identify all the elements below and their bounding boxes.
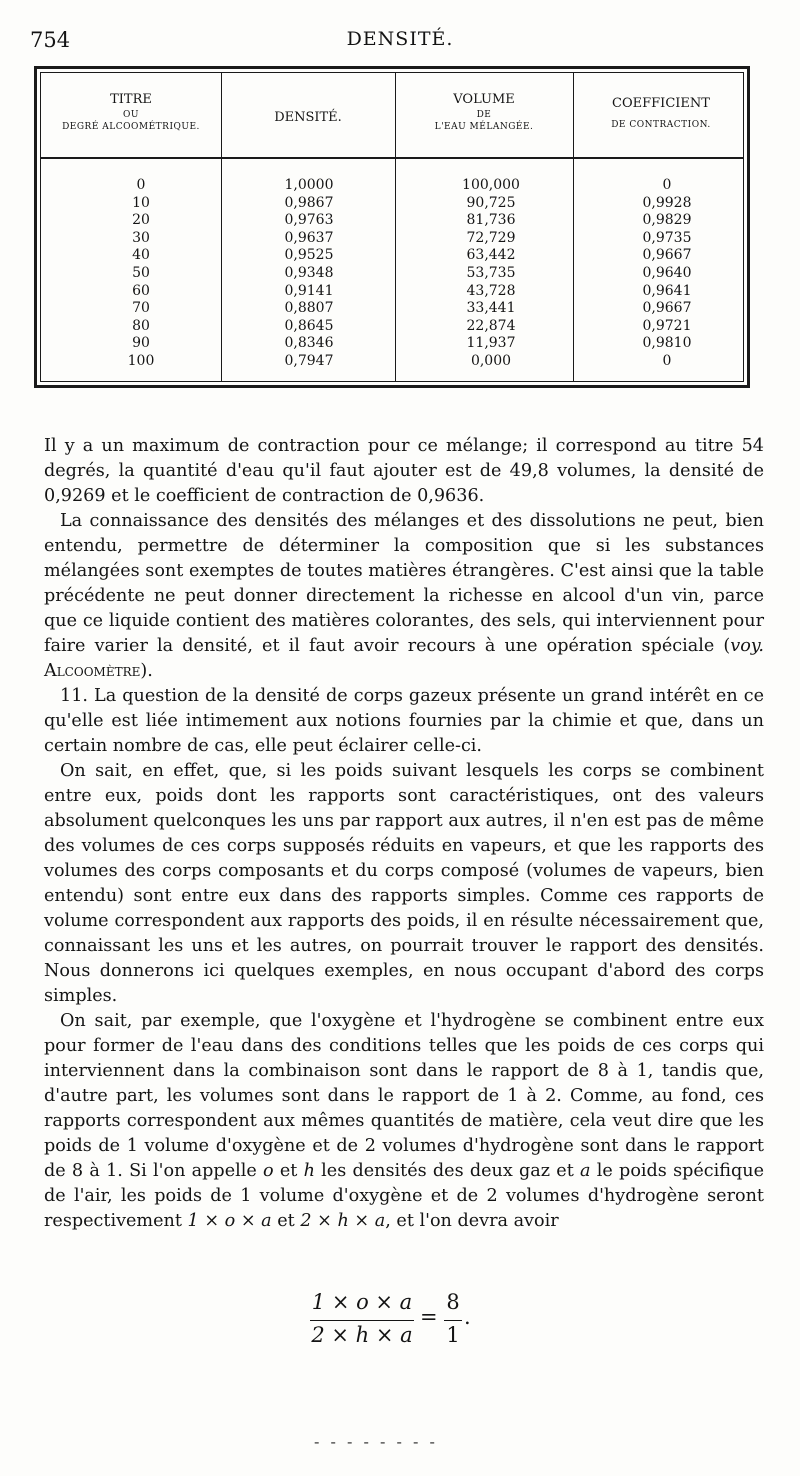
table-cell-coefficient: 0,9735 xyxy=(642,229,692,246)
table-cell-coefficient: 0,9928 xyxy=(642,194,692,211)
table-cell-titre: 80 xyxy=(132,317,150,334)
table-cell-coefficient: 0,9667 xyxy=(642,247,692,264)
paragraph: On sait, en effet, que, si les poids suivant lesquels les corps se combinent entre eux, poids dont les rapports sont caractéristiques, ont des valeurs absolument quelconques les uns par rapport aux autres, il n'en est pas de même des volumes de ces corps supposés réduits en vapeurs, et que les rapports des volumes des corps composants et du corps composé (volumes de vapeurs, bien entendu) sont entre eux dans des rapports simples. Comme ces rapports de volume correspondent aux rapports des poids, il en résulte nécessairement que, connaissant les uns et les autres, on pourrait trouver le rapport des densités. Nous donnerons ici quelques exemples, en nous occupant d'abord des corps simples. xyxy=(44,761,764,1006)
table-cell-densite: 0,8807 xyxy=(284,300,334,317)
table-cell-volume: 63,442 xyxy=(466,247,516,264)
table-cell-volume: 0,000 xyxy=(470,352,512,369)
header-volume: VOLUME DE L'EAU MÉLANGÉE. xyxy=(434,92,534,132)
table-cell-coefficient: 0 xyxy=(662,352,672,369)
header-densite: DENSITÉ. xyxy=(274,110,342,125)
table-cell-densite: 0,9637 xyxy=(284,229,334,246)
table-cell-volume: 81,736 xyxy=(466,212,516,229)
table-cell-titre: 0 xyxy=(136,177,146,193)
table-cell-densite: 0,9141 xyxy=(284,282,334,299)
cross-reference: Alcoomètre xyxy=(44,661,141,681)
table-cell-volume: 43,728 xyxy=(466,282,516,299)
page-end-dashes: - - - - - - - - xyxy=(314,1432,438,1451)
table-cell-titre: 50 xyxy=(132,264,150,281)
running-head xyxy=(30,28,770,58)
paragraph: Il y a un maximum de contraction pour ce mélange; il correspond au titre 54 degrés, la quantité d'eau qu'il faut ajouter est de 49,8 volumes, la densité de 0,9269 et le coefficient de contraction de 0,9636. xyxy=(44,436,764,506)
table-cell-titre: 30 xyxy=(132,229,150,246)
table-cell-titre: 90 xyxy=(132,335,150,352)
table-cell-titre: 70 xyxy=(132,300,150,317)
table-cell-densite: 0,8645 xyxy=(284,317,334,334)
density-ratio-formula xyxy=(310,1290,490,1350)
table-cell-volume: 22,874 xyxy=(466,317,516,334)
density-table xyxy=(34,66,750,388)
table-cell-titre: 100 xyxy=(127,352,155,369)
table-cell-coefficient: 0,9829 xyxy=(642,212,692,229)
formula-numerator: 1 × o × a xyxy=(311,1290,413,1314)
paragraph: La connaissance des densités des mélanges et des dissolutions ne peut, bien entendu, permettre de déterminer la composition que si les substances mélangées sont exemptes de toutes matières étrangères. C'est ainsi que la table précédente ne peut donner directement la richesse en alcool d'un vin, parce que ce liquide contient des matières colorantes, des sels, qui interviennent pour faire varier la densité, et il faut avoir recours à une opération spéciale (voy. Alcoomètre). xyxy=(44,511,764,681)
table-cell-coefficient: 0,9641 xyxy=(642,282,692,299)
table-cell-titre: 60 xyxy=(132,282,150,299)
column-titre xyxy=(101,177,181,371)
page-number: 754 xyxy=(30,28,71,52)
body-text xyxy=(44,434,764,1234)
table-cell-volume: 72,729 xyxy=(466,229,516,246)
table-cell-densite: 0,9525 xyxy=(284,247,334,264)
table-cell-volume: 90,725 xyxy=(466,194,516,211)
fraction-bar xyxy=(444,1320,462,1321)
table-cell-coefficient: 0 xyxy=(662,177,672,193)
ratio-numerator: 8 xyxy=(446,1290,460,1314)
table-cell-coefficient: 0,9640 xyxy=(642,264,692,281)
table-cell-volume: 33,441 xyxy=(466,300,516,317)
table-cell-coefficient: 0,9667 xyxy=(642,300,692,317)
table-cell-densite: 0,9763 xyxy=(284,212,334,229)
table-cell-densite: 0,9867 xyxy=(284,194,334,211)
column-densite xyxy=(269,177,349,371)
table-cell-volume: 53,735 xyxy=(466,264,516,281)
table-cell-volume: 11,937 xyxy=(466,335,516,352)
paragraph: 11. La question de la densité de corps gazeux présente un grand intérêt en ce qu'elle est liée intimement aux notions fournies par la chimie et que, dans un certain nombre de cas, elle peut éclairer celle-ci. xyxy=(44,686,764,756)
paragraph: On sait, par exemple, que l'oxygène et l'hydrogène se combinent entre eux pour former de l'eau dans des conditions telles que les poids de ces corps qui interviennent dans la combinaison sont dans le rapport de 8 à 1, tandis que, d'autre part, les volumes sont dans le rapport de 1 à 2. Comme, au fond, ces rapports correspondent aux mêmes quantités de matière, cela veut dire que les poids de 1 volume d'oxygène et de 2 volumes d'hydrogène sont dans le rapport de 8 à 1. Si l'on appelle o et h les densités des deux gaz et a le poids spécifique de l'air, les poids de 1 volume d'oxygène et de 2 volumes d'hydrogène seront respectivement 1 × o × a et 2 × h × a, et l'on devra avoir xyxy=(44,1011,765,1231)
table-cell-volume: 100,000 xyxy=(462,177,520,193)
table-cell-densite: 0,9348 xyxy=(284,264,334,281)
column-coefficient xyxy=(627,177,707,371)
table-cell-titre: 10 xyxy=(132,194,150,211)
table-cell-densite: 0,7947 xyxy=(284,352,334,369)
header-titre: TITRE OU DEGRÉ ALCOOMÉTRIQUE. xyxy=(62,92,200,132)
header-coefficient: COEFFICIENT DE CONTRACTION. xyxy=(611,96,711,130)
formula-period: . xyxy=(464,1305,471,1329)
equals-sign: = xyxy=(420,1305,438,1329)
formula-denominator: 2 × h × a xyxy=(311,1323,413,1347)
table-cell-titre: 20 xyxy=(132,212,150,229)
table-cell-titre: 40 xyxy=(132,247,150,264)
table-cell-coefficient: 0,9721 xyxy=(642,317,692,334)
table-cell-coefficient: 0,9810 xyxy=(642,335,692,352)
table-cell-densite: 0,8346 xyxy=(284,335,334,352)
column-volume xyxy=(451,177,531,371)
table-cell-densite: 1,0000 xyxy=(284,177,334,193)
running-title: DENSITÉ. xyxy=(346,28,454,50)
fraction-bar xyxy=(310,1320,414,1321)
ratio-denominator: 1 xyxy=(446,1323,460,1347)
